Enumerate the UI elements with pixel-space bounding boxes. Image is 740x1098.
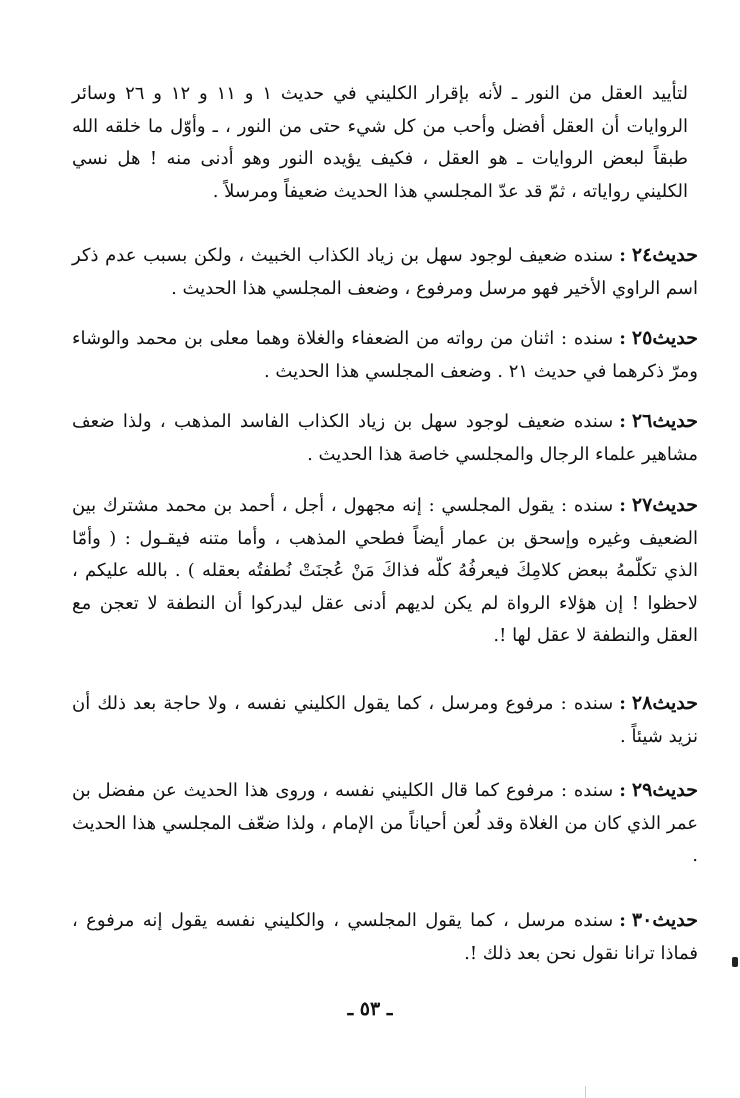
hadith-number: ٢٩ bbox=[631, 779, 653, 801]
hadith-text: سنده : يقول المجلسي : إنه مجهول ، أجل ، أحمد بن محمد مشترك بين الضعيف وغيره وإسحق بن عمار أيضاً فطحي المذهب ، وأما متنه فيقـول : ( وأمّا الذي تكلّمهُ ببعض كلامِكَ فيعرفُهُ كلّه فذاكَ مَنْ عُجنَتْ نُطفتُه بعقله ) . بالله عليكم ، لاحظوا ! إن هؤلاء الرواة لم يكن لديهم أدنى عقل ليدركوا أن النطفة لا تعجن مع العقل والنطفة لا عقل لها !. bbox=[72, 495, 698, 646]
hadith-entry-25 bbox=[72, 322, 698, 388]
hadith-text: سنده مرسل ، كما يقول المجلسي ، والكليني نفسه يقول إنه مرفوع ، فماذا ترانا نقول نحن بعد ذلك !. bbox=[72, 910, 698, 964]
hadith-text: سنده ضعيف لوجود سهل بن زياد الكذاب الفاسد المذهب ، ولذا ضعف مشاهير علماء الرجال والمجلسي خاصة هذا الحديث . bbox=[72, 411, 698, 465]
hadith-entry-28 bbox=[72, 687, 698, 753]
hadith-label: حديث bbox=[652, 327, 698, 349]
hadith-text: سنده : اثنان من رواته من الضعفاء والغلاة وهما معلى بن محمد والوشاء ومرّ ذكرهما في حديث ٢١ . وضعف المجلسي هذا الحديث . bbox=[72, 328, 698, 382]
hadith-number: ٢٨ bbox=[631, 692, 653, 714]
hadith-entry-29 bbox=[72, 774, 698, 873]
margin-ink-mark bbox=[732, 957, 738, 967]
separator-colon: : bbox=[619, 328, 626, 349]
hadith-label: حديث bbox=[652, 779, 698, 801]
hadith-entry-30 bbox=[72, 904, 698, 970]
hadith-label: حديث bbox=[652, 494, 698, 516]
hadith-number: ٢٦ bbox=[631, 410, 653, 432]
separator-colon: : bbox=[619, 693, 626, 714]
hadith-number: ٢٥ bbox=[631, 327, 653, 349]
separator-colon: : bbox=[619, 411, 626, 432]
hadith-label: حديث bbox=[652, 244, 698, 266]
hadith-label: حديث bbox=[652, 909, 698, 931]
page-number: ـ ٥٣ ـ bbox=[347, 998, 393, 1020]
hadith-label: حديث bbox=[652, 692, 698, 714]
hadith-label: حديث bbox=[652, 410, 698, 432]
hadith-number: ٢٧ bbox=[631, 494, 653, 516]
hadith-text: سنده : مرفوع ومرسل ، كما يقول الكليني نفسه ، ولا حاجة بعد ذلك أن نزيد شيئاً . bbox=[72, 693, 698, 747]
separator-colon: : bbox=[619, 780, 626, 801]
hadith-entry-24 bbox=[72, 239, 698, 305]
separator-colon: : bbox=[619, 245, 626, 266]
scan-artifact-line bbox=[585, 1086, 586, 1098]
hadith-number: ٢٤ bbox=[631, 244, 653, 266]
hadith-entry-26 bbox=[72, 405, 698, 471]
hadith-text: سنده : مرفوع كما قال الكليني نفسه ، وروى هذا الحديث عن مفضل بن عمر الذي كان من الغلاة وقد لُعن أحياناً من الإمام ، ولذا ضعّف المجلسي هذا الحديث . bbox=[72, 780, 698, 866]
separator-colon: : bbox=[619, 495, 626, 516]
hadith-text: سنده ضعيف لوجود سهل بن زياد الكذاب الخبيث ، ولكن بسبب عدم ذكر اسم الراوي الأخير فهو مرسل ومرفوع ، وضعف المجلسي هذا الحديث . bbox=[72, 245, 698, 299]
separator-colon: : bbox=[619, 910, 626, 931]
hadith-entry-27 bbox=[72, 489, 698, 653]
hadith-number: ٣٠ bbox=[631, 909, 653, 931]
intro-paragraph: لتأييد العقل من النور ـ لأنه بإقرار الكليني في حديث ١ و ١١ و ١٢ و ٢٦ وسائر الروايات أن العقل أفضل وأحب من كل شيء حتى من النور ، ـ وأوّل ما خلقه الله طبقاً لبعض الروايات ـ هو العقل ، فكيف يؤيده النور وهو أدنى منه ! هل نسي الكليني رواياته ، ثمّ قد عدّ المجلسي هذا الحديث ضعيفاً ومرسلاً . bbox=[72, 83, 689, 202]
